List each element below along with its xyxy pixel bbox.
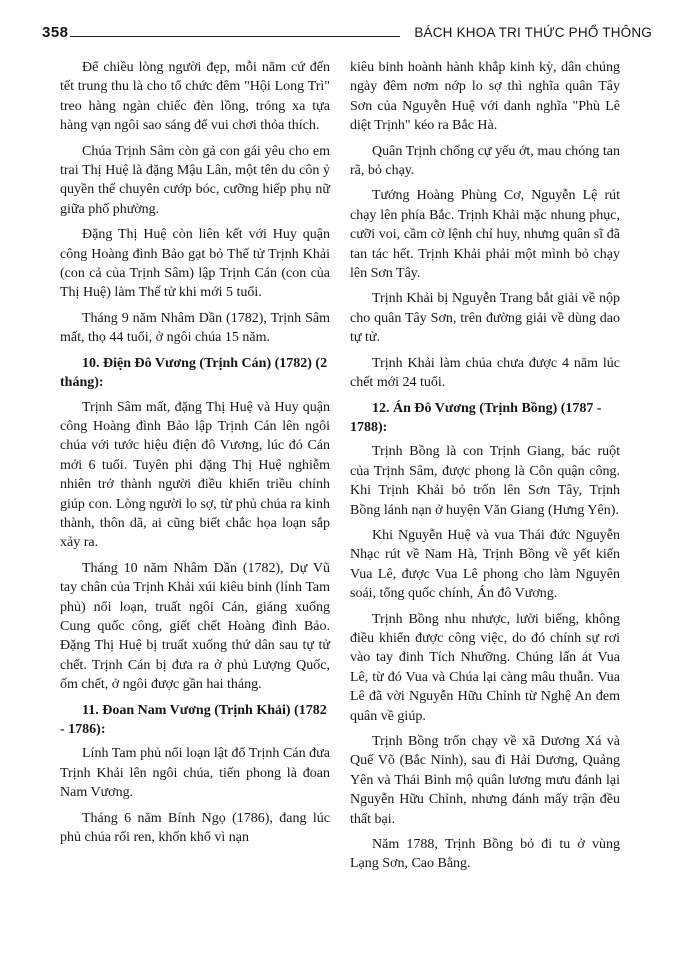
paragraph: Để chiều lòng người đẹp, mỗi năm cứ đến tết trung thu là cho tổ chức đêm "Hội Long Trì" treo hàng ngàn chiếc đèn lồng, tróng xa tựa hàng vạn ngôi sao sáng để vui chơi thỏa thích.	[60, 60, 330, 134]
section-heading: 10. Điện Đô Vương (Trịnh Cán) (1782) (2 tháng):	[60, 355, 328, 391]
paragraph: Tướng Hoàng Phùng Cơ, Nguyễn Lệ rút chạy lên phía Bắc. Trịnh Khải mặc nhung phục, cưỡi voi, cầm cờ lệnh chỉ huy, nhưng quân sĩ đã tan tác hết. Trịnh Khải phải một mình bỏ chạy lên Sơn Tây.	[350, 188, 620, 282]
paragraph: Tháng 10 năm Nhâm Dần (1782), Dự Vũ tay chân của Trịnh Khải xúi kiêu binh (lính Tam phủ) nổi loạn, truất ngôi Cán, giáng xuống Cung quốc công, giết chết Hoàng đình Bảo. Đặng Thị Huệ bị truất xuống thứ dân sau tự tử chết. Trịnh Cán bị đưa ra ở phủ Lượng Quốc, ốm chết, ở ngôi được gần hai tháng.	[60, 560, 330, 693]
paragraph: Quân Trịnh chống cự yếu ớt, mau chóng tan rã, bỏ chạy.	[350, 143, 620, 179]
section-heading: 11. Đoan Nam Vương (Trịnh Khải) (1782 - 1786):	[60, 702, 327, 737]
paragraph: Trịnh Bồng nhu nhược, lười biếng, không điều khiển được công việc, do đó chính sự rơi vào tay đinh Tích Nhưỡng. Chúng lấn át Vua Lê, từ đó Vua và Chúa lại càng mâu thuẫn. Vua Lê đã vời Nguyễn Hữu Chỉnh từ Nghệ An đem quân về giúp.	[350, 611, 620, 724]
paragraph: Tháng 6 năm Bính Ngọ (1786), đang lúc phủ chúa rối ren, khốn khổ vì nạn	[60, 810, 330, 846]
paragraph: Trịnh Khải làm chúa chưa được 4 năm lúc chết mới 24 tuổi.	[350, 355, 620, 391]
paragraph: Trịnh Bồng trốn chạy về xã Dương Xá và Quế Võ (Bắc Ninh), sau đi Hải Dương, Quảng Yên và Thái Bình mộ quân lương mưu đánh lại Nguyễn Hữu Chỉnh, nhưng đánh mấy trận đều thất bại.	[350, 734, 620, 827]
paragraph: Đặng Thị Huệ còn liên kết với Huy quận công Hoàng đình Bảo gạt bỏ Thế tử Trịnh Khải (con cả của Trịnh Sâm) lập Trịnh Cán (con của Thị Huệ) làm Thế tử khi mới 5 tuổi.	[60, 227, 330, 301]
page-number: 358	[42, 24, 69, 41]
paragraph-continued: kiêu binh hoành hành khắp kinh kỳ, dân chúng ngày đêm nơm nớp lo sợ thì nghĩa quân Tây Sơn của Nguyễn Huệ với danh nghĩa "Phù Lê diệt Trịnh" kéo ra Bắc Hà.	[350, 60, 620, 134]
paragraph: Tháng 9 năm Nhâm Dần (1782), Trịnh Sâm mất, thọ 44 tuổi, ở ngôi chúa 15 năm.	[60, 310, 330, 346]
header-rule	[70, 36, 400, 37]
paragraph: Năm 1788, Trịnh Bồng bỏ đi tu ở vùng Lạng Sơn, Cao Bằng.	[350, 837, 620, 872]
paragraph: Trịnh Khải bị Nguyễn Trang bắt giải về nộp cho quân Tây Sơn, trên đường giải về dùng dao tự tử.	[350, 291, 620, 346]
page-header	[42, 22, 652, 46]
paragraph: Khi Nguyễn Huệ và vua Thái đức Nguyễn Nhạc rút về Nam Hà, Trịnh Bồng về yết kiến Vua Lê, được Vua Lê phong cho làm Nguyên soái, tổng quốc chính, Án đô Vương.	[350, 527, 620, 602]
running-title: BÁCH KHOA TRI THỨC PHỔ THÔNG	[414, 25, 652, 40]
section-heading: 12. Án Đô Vương (Trịnh Bồng) (1787 - 1788):	[350, 400, 602, 435]
paragraph: Chúa Trịnh Sâm còn gả con gái yêu cho em trai Thị Huệ là đặng Mậu Lân, một tên du côn ỷ quyền thế chuyên cướp bóc, cưỡng hiếp phụ nữ giữa phố phường.	[60, 143, 330, 217]
paragraph: Trịnh Bồng là con Trịnh Giang, bác ruột của Trịnh Sâm, được phong là Côn quận công. Khi Trịnh Khải bỏ trốn lên Sơn Tây, Trịnh Bồng lánh nạn ở huyện Văn Giang (Hưng Yên).	[350, 444, 620, 518]
paragraph: Trịnh Sâm mất, đặng Thị Huệ và Huy quận công Hoàng đình Bảo lập Trịnh Cán lên ngôi chúa với tước hiệu điện đô Vương, lúc đó Cán mới 6 tuổi. Tuyên phi đặng Thị Huệ nghiễm nhiên trở thành người điều khiển triều chính giúp con. Lòng người lo sợ, từ phủ chúa ra kinh thành, thôn dã, ai cũng biết chắc họa loạn sắp xảy ra.	[60, 399, 330, 551]
right-column	[350, 58, 620, 880]
paragraph: Lính Tam phủ nổi loạn lật đổ Trịnh Cán đưa Trịnh Khải lên ngôi chúa, tiến phong là đoan Nam Vương.	[60, 746, 330, 801]
left-column	[60, 58, 330, 853]
